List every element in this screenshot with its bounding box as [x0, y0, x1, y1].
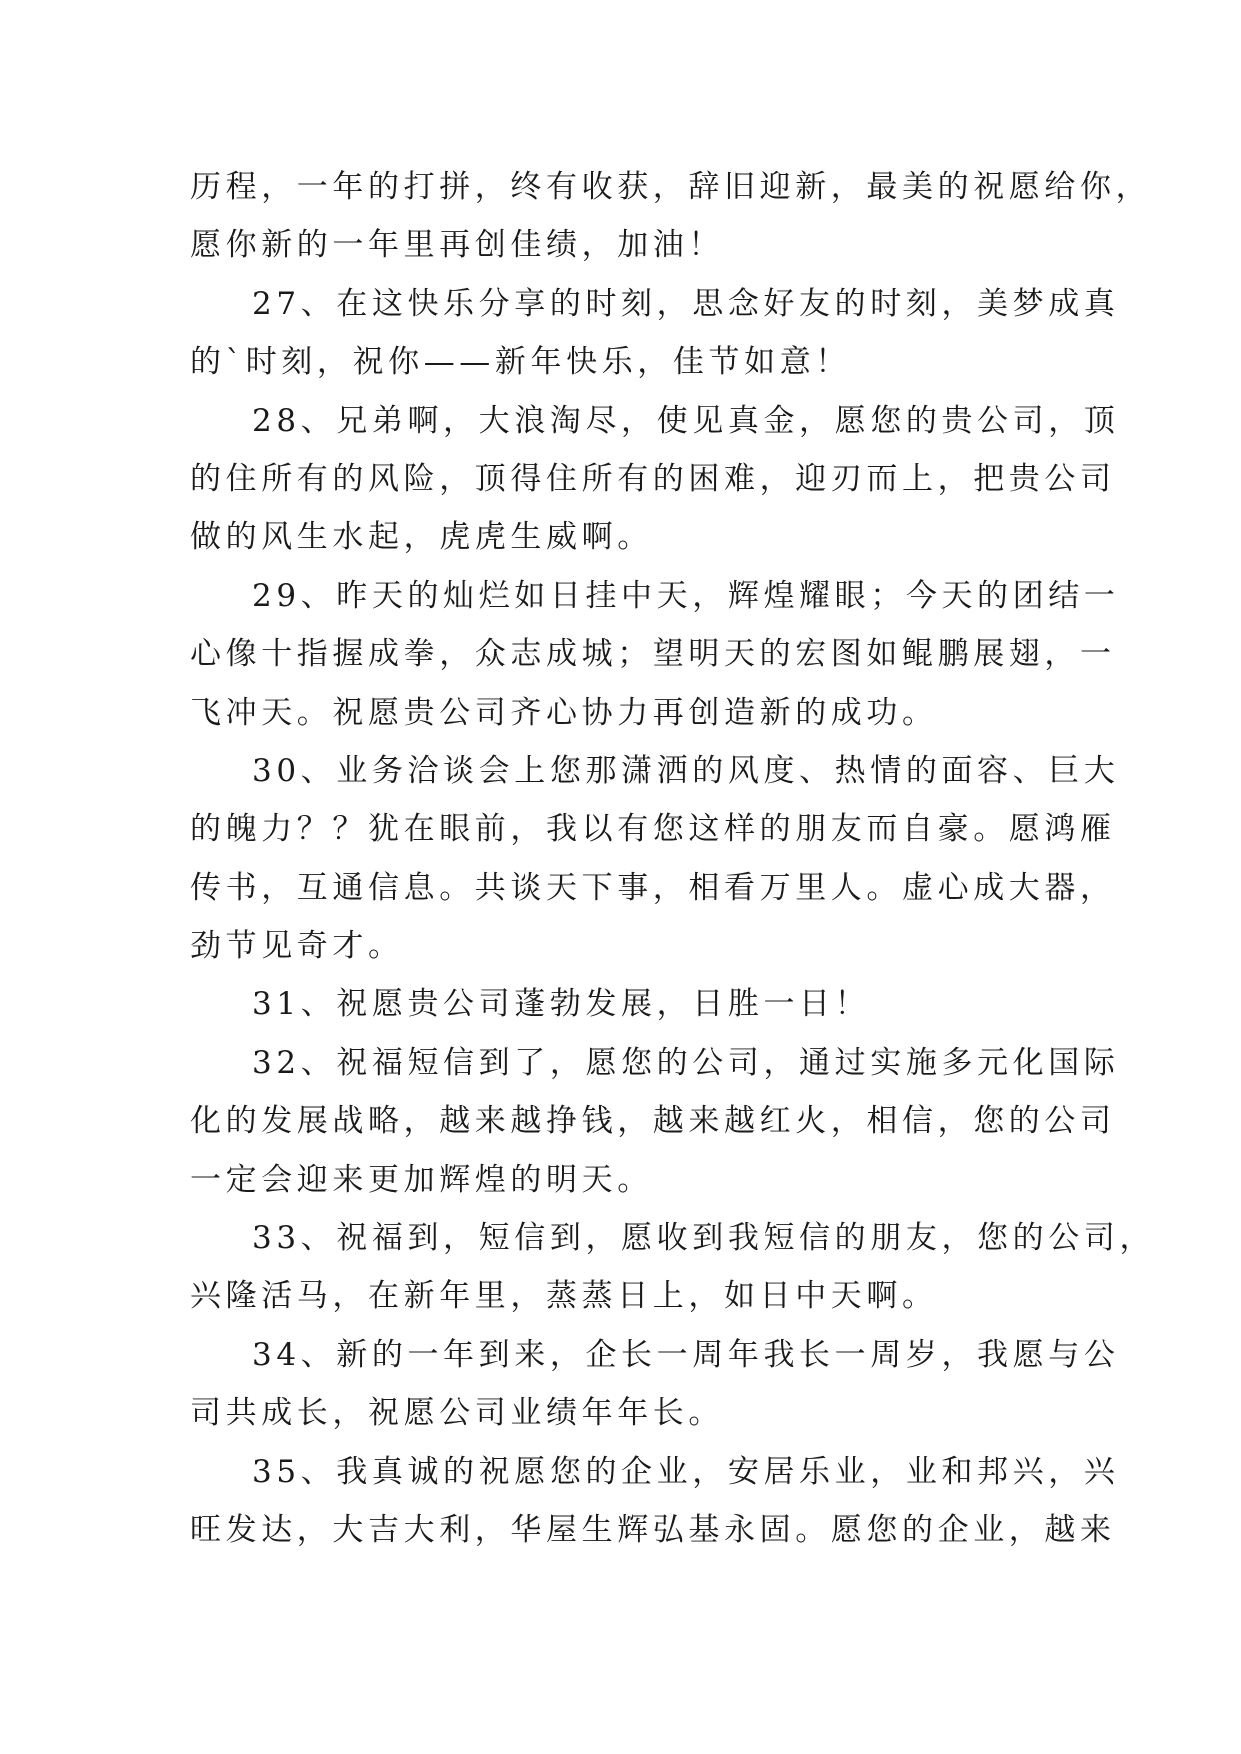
text-line: 司共成长，祝愿公司业绩年年长。: [190, 1395, 724, 1432]
paragraph-35-line: 35、我真诚的祝愿您的企业，安居乐业，业和邦兴，兴: [252, 1453, 1120, 1490]
text-line: 的`时刻，祝你——新年快乐，佳节如意！: [190, 344, 851, 381]
paragraph-34-line: 34、新的一年到来，企长一周年我长一周岁，我愿与公: [252, 1336, 1120, 1373]
paragraph-28-line: 28、兄弟啊，大浪淘尽，使见真金，愿您的贵公司，顶: [252, 402, 1120, 439]
text-line: 历程，一年的打拼，终有收获，辞旧迎新，最美的祝愿给你，: [190, 169, 1152, 205]
paragraph-32-line: 32、祝福短信到了，愿您的公司，通过实施多元化国际: [252, 1044, 1120, 1081]
text-line: 传书，互通信息。共谈天下事，相看万里人。虚心成大器，: [190, 869, 1116, 906]
text-line: 愿你新的一年里再创佳绩，加油！: [190, 227, 724, 264]
text-line: 兴隆活马，在新年里，蒸蒸日上，如日中天啊。: [190, 1278, 938, 1315]
text-line: 的魄力？？犹在眼前，我以有您这样的朋友而自豪。愿鸿雁: [190, 811, 1116, 848]
text-line: 劲节见奇才。: [190, 928, 404, 965]
text-line: 飞冲天。祝愿贵公司齐心协力再创造新的成功。: [190, 694, 938, 731]
text-line: 一定会迎来更加辉煌的明天。: [190, 1161, 653, 1198]
paragraph-30-line: 30、业务洽谈会上您那潇洒的风度、热情的面容、巨大: [252, 752, 1120, 789]
text-line: 的住所有的风险，顶得住所有的困难，迎刃而上，把贵公司: [190, 460, 1116, 497]
paragraph-27-line: 27、在这快乐分享的时刻，思念好友的时刻，美梦成真: [252, 285, 1120, 322]
paragraph-29-line: 29、昨天的灿烂如日挂中天，辉煌耀眼；今天的团结一: [252, 577, 1120, 614]
text-line: 做的风生水起，虎虎生威啊。: [190, 519, 653, 556]
paragraph-31-line: 31、祝愿贵公司蓬勃发展，日胜一日！: [252, 986, 871, 1023]
document-body: [190, 158, 1156, 1559]
text-line: 旺发达，大吉大利，华屋生辉弘基永固。愿您的企业，越来: [190, 1511, 1116, 1548]
paragraph-33-line: 33、祝福到，短信到，愿收到我短信的朋友，您的公司，: [252, 1220, 1156, 1257]
text-line: 化的发展战略，越来越挣钱，越来越红火，相信，您的公司: [190, 1103, 1116, 1140]
text-line: 心像十指握成拳，众志成城；望明天的宏图如鲲鹏展翅，一: [190, 636, 1116, 673]
